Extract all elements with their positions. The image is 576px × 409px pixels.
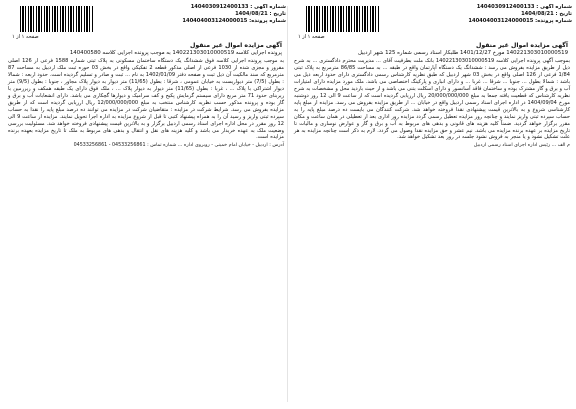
column-divider xyxy=(287,6,288,402)
notice-meta xyxy=(182,4,286,24)
notice-title: آگهی مزایده اموال غیر منقول xyxy=(189,42,282,49)
left-notice xyxy=(6,4,286,406)
right-notice xyxy=(292,4,572,406)
page-number: صفحه ۱ از ۱ xyxy=(298,34,325,40)
registry-number: شماره پرونده: 140404003124000015 xyxy=(468,17,572,24)
barcode-image xyxy=(20,6,94,32)
notice-number: شماره آگهی : 1404030912400133 xyxy=(190,4,286,10)
notice-header xyxy=(292,4,572,40)
notice-subtitle: پرونده اجرایی کلاسه 140221303010000519 به موجب پرونده اجرایی کلاسه 140400580 xyxy=(69,50,282,56)
page-number: صفحه ۱ از ۱ xyxy=(12,34,39,40)
notice-number: شماره آگهی : 1404030912400133 xyxy=(476,4,572,10)
notice-body: به موجب پرونده اجرایی کلاسه فوق ششدانگ یک دستگاه ساختمان مسکونی به پلاک ثبتی شماره 1588 فرعی از 126 اصلی مفروز و مجزی شده از 1030 فرعی از اصلی مذکور قطعه 2 تفکیکی واقع در بخش 03 حوزه ثبت ملک اردبیل به مساحت 87 مترمربع که سند مالکیت آن ذیل ثبت و صفحه دفتر 1402/01/09 به نام ... ثبت و صادر و تسلیم گردیده است. حدود اربعه : شمالا : بطول (7/5) متر دیواریست به خیابان عمومی ، شرقا : بطول (11/65) متر دیوار به دیوار پلاک مجاور ، جنوبا : بطول (9/5) متر دیوار اشتراکی با پلاک ... ، غربا : بطول (11/65) متر دیوار به دیوار پلاک ... ، ملک فوق دارای یک طبقه همکف و زیرزمین با زیربنای حدود 71 متر مربع دارای سیستم گرمایش پکیج و کف سرامیک و دیوارها گچکاری می باشد. دارای انشعابات آب و برق و گاز بوده و پرونده مذکور حسب نظریه کارشناس منتخب به مبلغ 12/000/000/000 ریال ارزیابی گردیده است که از طریق مزایده بفروش می رسد. شرایط شرکت در مزایده : متقاضیان شرکت در مزایده می توانند ده درصد مبلغ پایه را نقدا به حساب سپرده ثبتی واریز و رسید آن را به همراه پیشنهاد کتبی تا قبل از شروع مزایده به اداره اجرا تحویل نمایند. مزایده از ساعت 9 الی 12 روز مقرر در محل اداره اجرای اسناد رسمی اردبیل برگزار و به بالاترین قیمت پیشنهادی فروخته خواهد شد. مسئولیت بررسی وضعیت ملک به عهده خریدار می باشد و کلیه هزینه های نقل و انتقال و بدهی های مربوط به ملک تا تاریخ مزایده بعهده برنده مزایده است. xyxy=(8,58,285,141)
notice-date: تاریخ : 1404/08/21 xyxy=(235,10,286,17)
notice-subtitle: 140221303010000519 مورخ 1401/12/27 طلبکار اسناد رسمی شماره 125 شهر اردبیل xyxy=(357,50,568,56)
notice-header xyxy=(6,4,286,40)
notice-body: بموجب آگهی پرونده اجرایی کلاسه 140221303010000519 بانک ملت بطرفیت آقای ... مدیریت محترم دادگستری ... به شرح ذیل از طریق مزایده بفروش می رسد : ششدانگ یک دستگاه آپارتمان واقع در طبقه ... به مساحت 86/85 مترمربع به پلاک ثبتی 1/84 فرعی از 126 اصلی واقع در بخش 03 شهر اردبیل که طبق نظریه کارشناس رسمی دادگستری دارای حدود اربعه ذیل می باشد : شمالا بطول ... جنوبا ... شرقا ... غربا ... و دارای انباری و پارکینگ اختصاصی می باشد. ملک مورد مزایده دارای امتیازات آب و برق و گاز مشترک بوده و ساختمان فاقد آسانسور و دارای اسکلت بتنی می باشد و از حیث بازدید محل و مشخصات به شرح نظریه کارشناس که قطعیت یافته جمعا به مبلغ 20/000/000/000 ریال ارزیابی گردیده است که از ساعت 9 الی 12 روز دوشنبه مورخ 1404/09/04 در اداره اجرای اسناد رسمی اردبیل واقع در خیابان ... از طریق مزایده بفروش می رسد. مزایده از مبلغ پایه کارشناسی شروع و به بالاترین قیمت پیشنهادی نقدا فروخته خواهد شد. شرکت کنندگان می بایست ده درصد مبلغ پایه را به حساب سپرده ثبتی واریز نمایند و چنانچه روز مزایده تعطیل رسمی گردد مزایده روز اداری بعد از تعطیلی در همان ساعت و مکان مقرر برگزار خواهد گردید. ضمناً کلیه هزینه های قانونی و بدهی های مربوط به آب و برق و گاز و عوارض نوسازی و مالیات تا تاریخ مزایده بر عهده برنده مزایده می باشد. نیم عشر و حق مزایده نقدا وصول می گردد. لازم به ذکر است چنانچه مزایده به هر علت تشکیل نشود و یا منجر به فروش نشود جلسه در روز بعد تشکیل خواهد شد. xyxy=(294,58,570,141)
notice-footer: آدرس : اردبیل - خیابان امام خمینی - روبروی اداره ... شماره تماس : 04533256861 - 04533256861 xyxy=(73,143,284,149)
notice-title: آگهی مزایده اموال غیر منقول xyxy=(475,42,568,49)
registry-number: شماره پرونده: 140404003124000015 xyxy=(182,17,286,24)
notice-meta xyxy=(468,4,572,24)
notice-date: تاریخ : 1404/08/21 xyxy=(521,10,572,17)
notice-footer: م الف ... رئیس اداره اجرای اسناد رسمی اردبیل xyxy=(473,143,570,149)
barcode-image xyxy=(306,6,380,32)
